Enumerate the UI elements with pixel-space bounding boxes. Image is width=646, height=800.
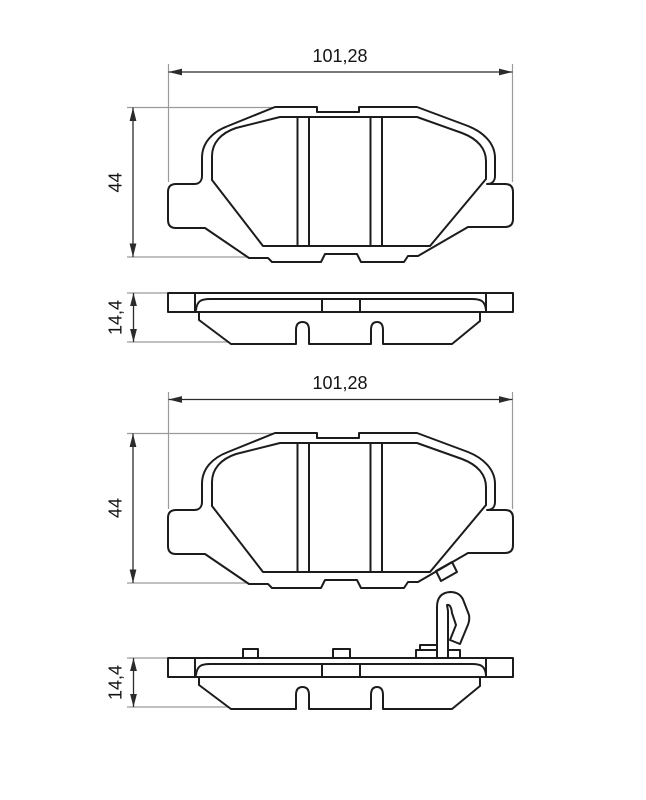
shim-tab xyxy=(333,649,350,658)
arrow-up-icon xyxy=(130,293,137,306)
width-dimension-label: 101,28 xyxy=(312,46,368,66)
height-dimension-label: 44 xyxy=(105,172,126,193)
arrow-up-icon xyxy=(130,658,137,671)
wear-indicator-spring-assembly xyxy=(416,592,469,658)
figure-lower-brake-pad xyxy=(106,373,514,709)
arrow-down-icon xyxy=(130,329,137,342)
arrow-right-icon xyxy=(499,69,513,76)
spring-hook xyxy=(437,592,469,658)
front-view xyxy=(168,107,513,262)
spring-base-step xyxy=(420,645,437,650)
arrow-up-icon xyxy=(130,108,137,122)
front-view xyxy=(168,433,513,588)
top-view xyxy=(168,658,513,709)
figure-upper-brake-pad xyxy=(106,46,514,344)
arrow-left-icon xyxy=(169,396,183,403)
top-view xyxy=(168,293,513,344)
arrow-down-icon xyxy=(130,694,137,707)
height-dimension-label: 44 xyxy=(105,497,126,519)
arrow-up-icon xyxy=(130,434,137,448)
top-view-group xyxy=(168,658,513,709)
arrow-down-icon xyxy=(130,570,137,584)
arrow-right-icon xyxy=(499,396,513,403)
arrow-down-icon xyxy=(130,244,137,258)
width-dimension-label: 101,28 xyxy=(312,373,368,393)
arrow-left-icon xyxy=(169,69,183,76)
thickness-dimension-label: 14,4 xyxy=(105,664,126,701)
thickness-dimension-label: 14,4 xyxy=(105,299,126,336)
shim-tab xyxy=(243,649,258,658)
front-view-group xyxy=(168,433,513,588)
